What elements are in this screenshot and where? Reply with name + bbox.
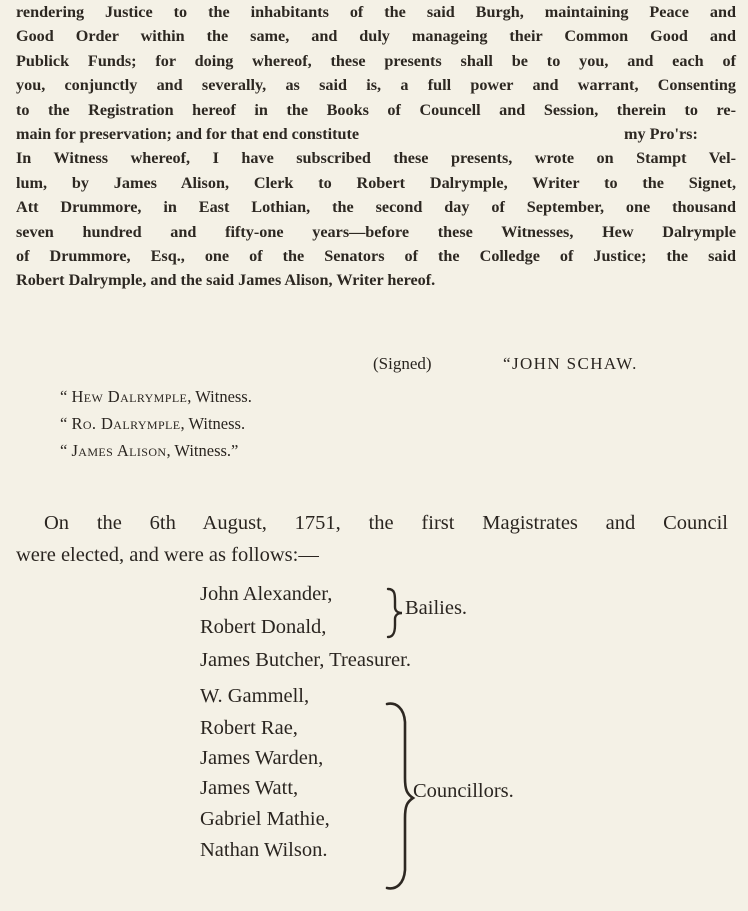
bailie-name: Robert Donald,: [200, 616, 327, 638]
deed-line: to the Registration hereof in the Books of Councell and Session, therein to re-: [16, 100, 736, 119]
deed-line: seven hundred and fifty-one years—before these Witnesses, Hew Dalrymple: [16, 222, 736, 241]
signatory-name: “JOHN SCHAW.: [503, 354, 638, 373]
paragraph-line: were elected, and were as follows:—: [16, 544, 319, 566]
councillor-name: Gabriel Mathie,: [200, 808, 330, 830]
deed-line-tail: my Pro'rs:: [624, 124, 698, 143]
deed-line: In Witness whereof, I have subscribed these presents, wrote on Stampt Vel-: [16, 149, 736, 168]
witness-entry: [60, 383, 252, 410]
witness-suffix: , Witness.: [187, 387, 252, 406]
witness-name: James Alison: [71, 441, 167, 460]
deed-line: Publick Funds; for doing whereof, these presents shall be to you, and each of: [16, 51, 736, 70]
witness-name: Hew Dalrymple: [71, 387, 188, 406]
witness-suffix: , Witness.: [180, 414, 246, 433]
witness-entry: [60, 437, 252, 464]
bailie-name: John Alexander,: [200, 583, 333, 605]
councillor-name: Nathan Wilson.: [200, 839, 328, 861]
witness-name: Ro. Dalrymple: [71, 414, 181, 433]
bailies-label: Bailies.: [405, 597, 468, 619]
deed-line: you, conjunctly and severally, as said is, a full power and warrant, Consenting: [16, 76, 736, 95]
deed-line: rendering Justice to the inhabitants of the said Burgh, maintaining Peace and: [16, 3, 736, 21]
deed-line: [16, 122, 736, 146]
witness-quote: “: [60, 414, 68, 433]
deed-line-text: main for preservation; and for that end constitute: [16, 124, 360, 143]
deed-text: [16, 0, 736, 293]
witness-suffix: , Witness.”: [166, 441, 239, 460]
deed-line: Att Drummore, in East Lothian, the second day of September, one thousand: [16, 198, 736, 217]
councillor-name: James Watt,: [200, 777, 299, 799]
councillors-brace: [386, 698, 414, 894]
councillors-label: Councillors.: [413, 780, 514, 802]
election-paragraph: [16, 507, 728, 571]
deed-line: of Drummore, Esq., one of the Senators of the Colledge of Justice; the said: [16, 246, 736, 265]
councillor-name: James Warden,: [200, 747, 324, 769]
deed-line: Good Order within the same, and duly manageing their Common Good and: [16, 27, 736, 46]
signed-label: (Signed): [373, 354, 432, 373]
witness-list: [60, 383, 252, 464]
witness-quote: “: [60, 387, 68, 406]
councillor-name: W. Gammell,: [200, 685, 310, 707]
witness-entry: [60, 410, 252, 437]
treasurer-entry: James Butcher, Treasurer.: [200, 649, 411, 671]
councillor-name: Robert Rae,: [200, 717, 298, 739]
deed-line: Robert Dalrymple, and the said James Alison, Writer hereof.: [16, 271, 436, 290]
bailies-brace: [386, 587, 406, 639]
deed-line: lum, by James Alison, Clerk to Robert Dalrymple, Writer to the Signet,: [16, 173, 736, 192]
paragraph-line: On the 6th August, 1751, the first Magistrates and Council: [44, 512, 728, 534]
witness-quote: “: [60, 441, 68, 460]
